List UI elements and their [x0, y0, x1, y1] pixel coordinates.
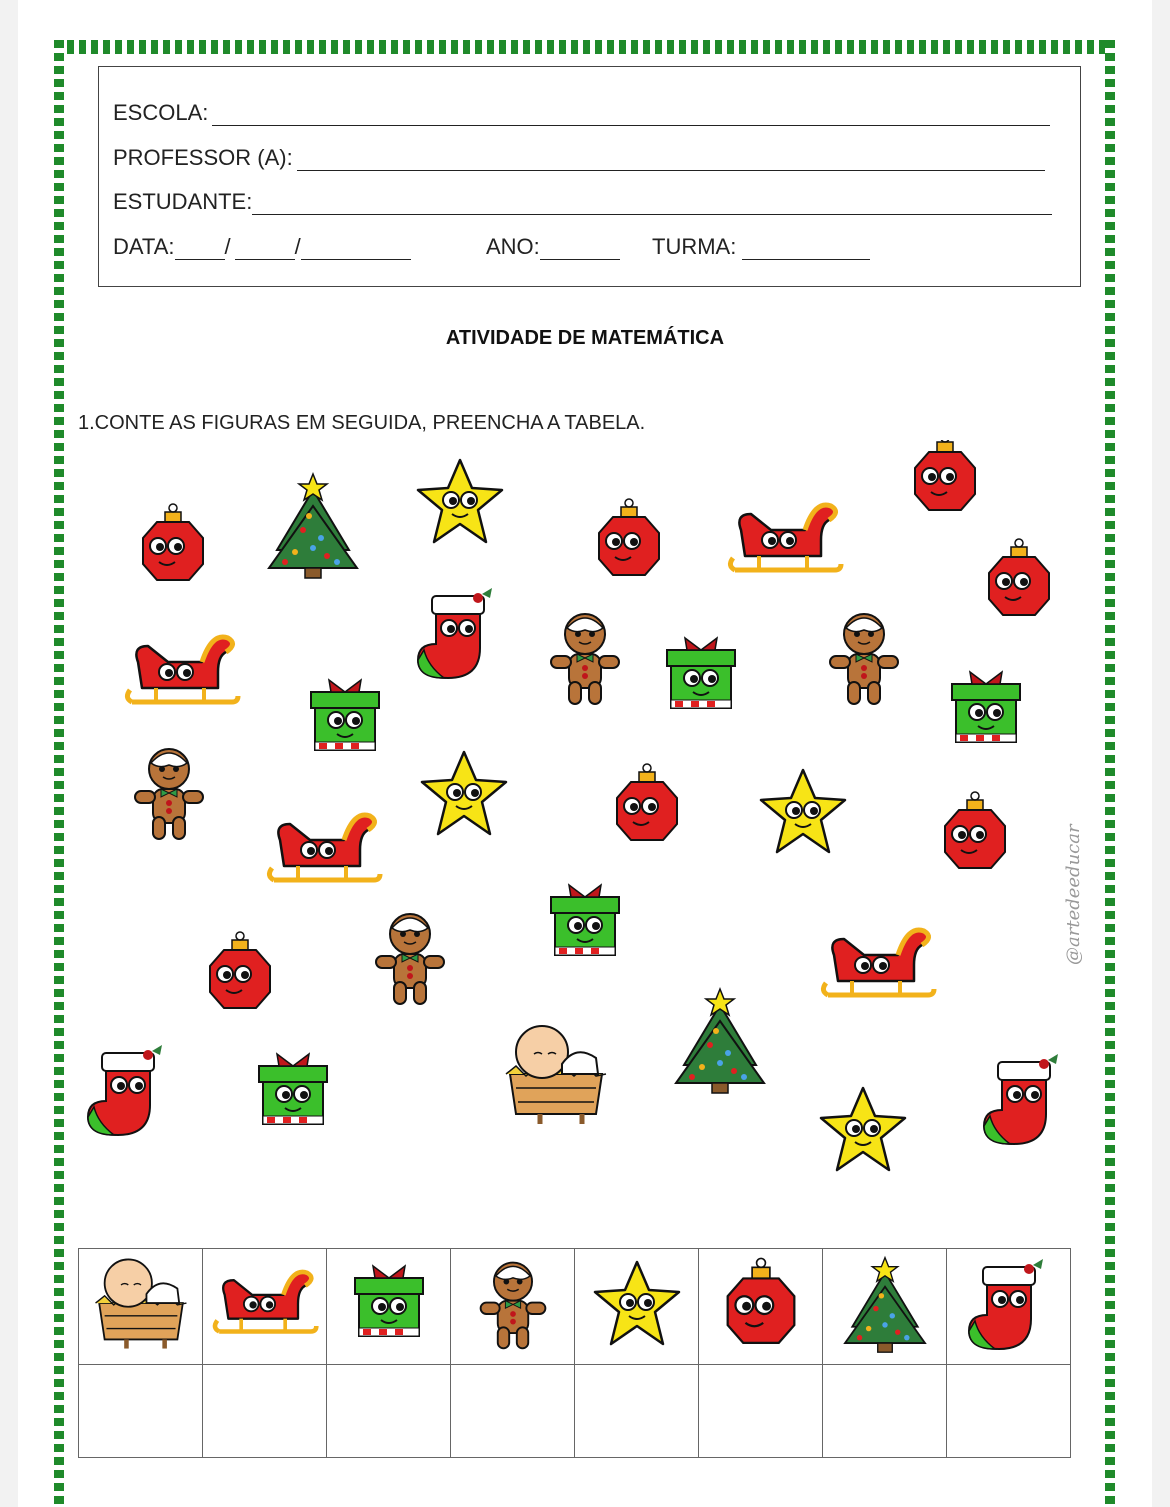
teacher-line[interactable]	[297, 150, 1045, 171]
table-cell-gingerbread	[451, 1249, 575, 1365]
date-sep-2: /	[294, 234, 301, 259]
answer-cell-star[interactable]	[575, 1365, 699, 1458]
school-line[interactable]	[212, 105, 1050, 126]
ornament-figure	[599, 499, 659, 575]
class-label: TURMA:	[652, 234, 737, 259]
school-label: ESCOLA:	[113, 100, 209, 125]
answer-cell-ornament[interactable]	[699, 1365, 823, 1458]
sleigh-figure	[823, 930, 934, 995]
tree-figure	[676, 989, 764, 1093]
sleigh-figure	[269, 815, 380, 880]
activity-title: ATIVIDADE DE MATEMÁTICA	[445, 327, 725, 349]
gingerbread-figure	[135, 749, 203, 839]
table-cell-stocking	[947, 1249, 1071, 1365]
tree-figure	[269, 474, 357, 578]
answer-cell-stocking[interactable]	[947, 1365, 1071, 1458]
table-cell-star	[575, 1249, 699, 1365]
year-field[interactable]	[486, 234, 620, 260]
star-figure	[422, 752, 506, 834]
table-cell-ornament	[699, 1249, 823, 1365]
student-label: ESTUDANTE:	[113, 189, 253, 214]
answer-cell-tree[interactable]	[823, 1365, 947, 1458]
tree-border-top	[55, 40, 1115, 54]
gift-figure	[667, 638, 735, 708]
ornament-figure	[915, 440, 975, 510]
answer-cell-baby-jesus[interactable]	[79, 1365, 203, 1458]
gingerbread-figure	[376, 914, 444, 1004]
year-line[interactable]	[540, 239, 620, 260]
stocking-figure	[418, 588, 492, 678]
ornament-figure	[210, 932, 270, 1008]
school-field[interactable]	[113, 100, 1050, 126]
student-line[interactable]	[252, 194, 1052, 215]
table-cell-baby-jesus	[79, 1249, 203, 1365]
table-cell-gift	[327, 1249, 451, 1365]
baby-jesus-figure	[506, 1026, 606, 1124]
ornament-figure	[945, 792, 1005, 868]
date-label: DATA:	[113, 234, 175, 259]
sleigh-figure	[127, 637, 238, 702]
class-line[interactable]	[742, 239, 870, 260]
table-cell-sleigh	[203, 1249, 327, 1365]
gift-figure	[952, 672, 1020, 742]
student-field[interactable]	[113, 189, 1052, 215]
answer-cell-gift[interactable]	[327, 1365, 451, 1458]
star-figure	[821, 1088, 905, 1170]
figures-area	[0, 440, 1170, 1200]
teacher-label: PROFESSOR (A):	[113, 145, 293, 170]
year-label: ANO:	[486, 234, 540, 259]
class-field[interactable]	[652, 234, 870, 260]
gift-figure	[551, 885, 619, 955]
answer-cell-sleigh[interactable]	[203, 1365, 327, 1458]
ornament-figure	[989, 539, 1049, 615]
teacher-field[interactable]	[113, 145, 1045, 171]
ornament-figure	[143, 504, 203, 580]
stocking-figure	[88, 1045, 162, 1135]
date-field[interactable]	[113, 234, 411, 260]
answer-cell-gingerbread[interactable]	[451, 1365, 575, 1458]
star-figure	[418, 460, 502, 542]
gift-figure	[259, 1054, 327, 1124]
table-cell-tree	[823, 1249, 947, 1365]
watermark: @artedeeducar	[1063, 824, 1084, 966]
gingerbread-figure	[551, 614, 619, 704]
date-day-line[interactable]	[175, 239, 225, 260]
gift-figure	[311, 680, 379, 750]
instruction-text: 1.CONTE AS FIGURAS EM SEGUIDA, PREENCHA A TABELA.	[78, 412, 646, 434]
table-icon-row	[79, 1249, 1071, 1365]
date-sep-1: /	[224, 234, 231, 259]
gingerbread-figure	[830, 614, 898, 704]
ornament-figure	[617, 764, 677, 840]
date-year-line[interactable]	[301, 239, 411, 260]
date-month-line[interactable]	[235, 239, 295, 260]
stocking-figure	[984, 1054, 1058, 1144]
sleigh-figure	[730, 505, 841, 570]
count-table	[78, 1248, 1071, 1458]
star-figure	[761, 770, 845, 852]
table-answer-row	[79, 1365, 1071, 1458]
